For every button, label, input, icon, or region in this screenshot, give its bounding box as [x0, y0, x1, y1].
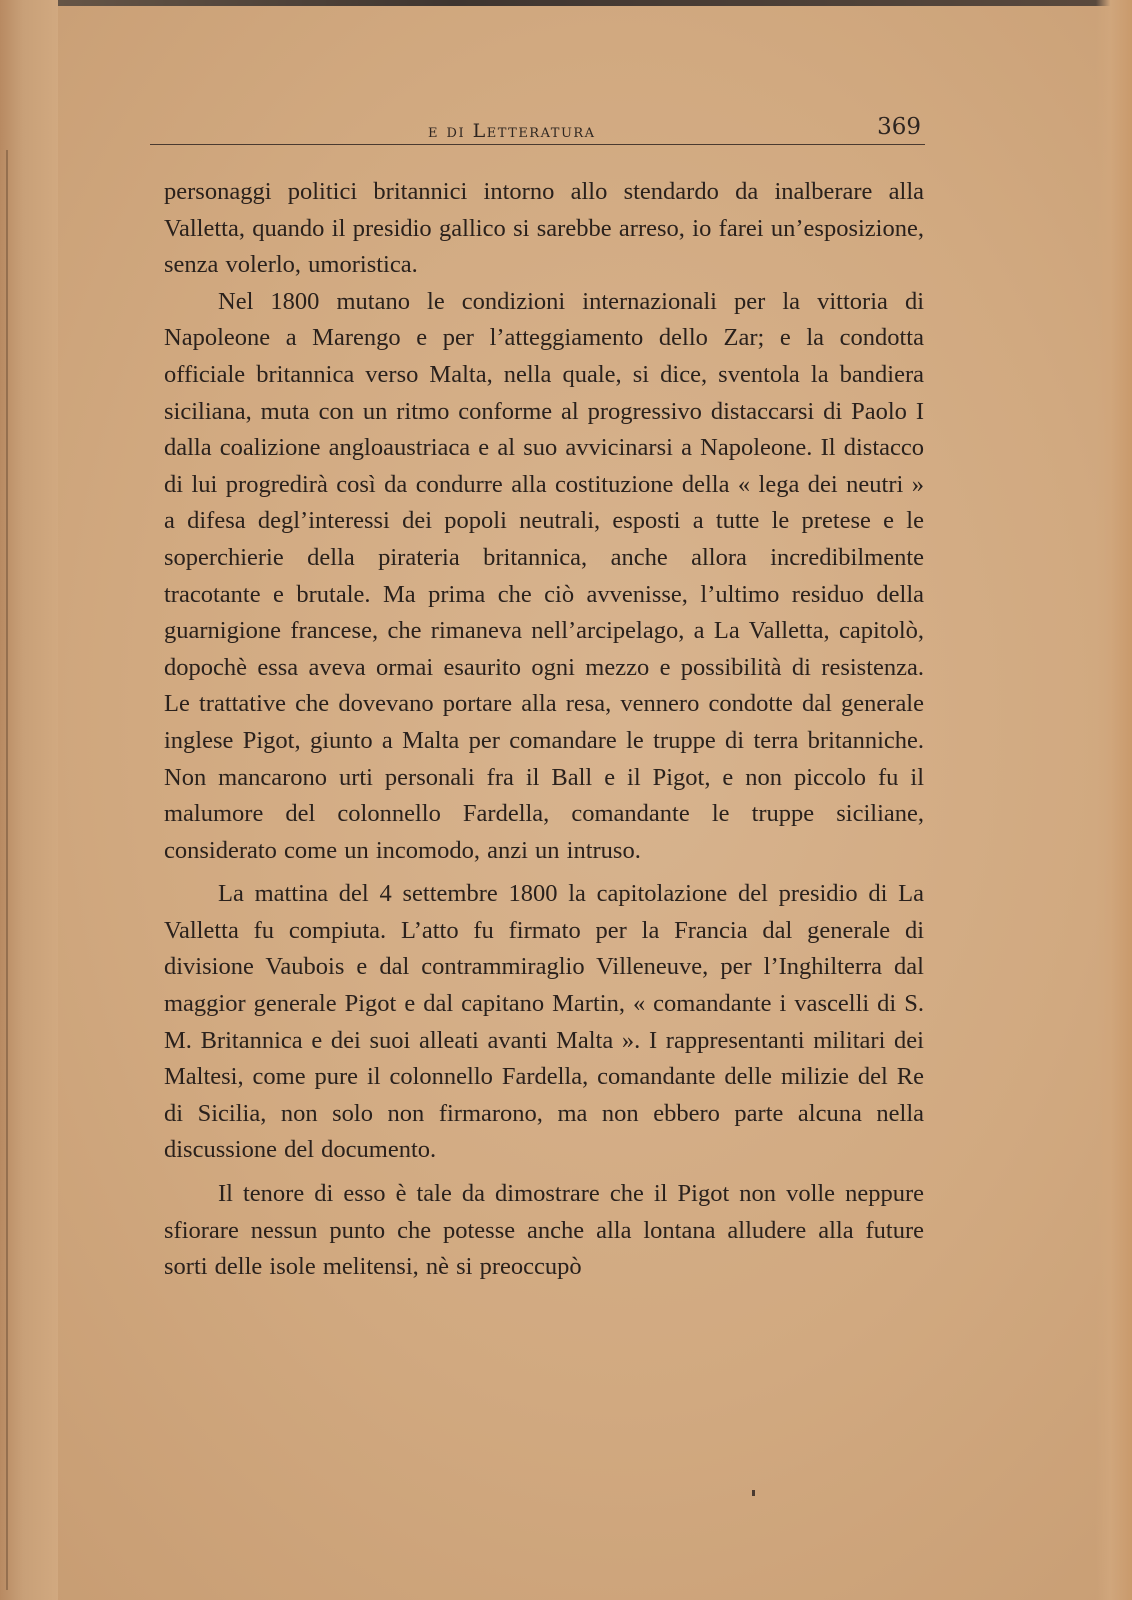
paragraph-1: personaggi politici britannici intorno allo stendardo da inalberare alla Valletta, quando il presidio gallico si sarebbe arreso, io farei un’esposizione, senza volerlo, umoristica. [164, 178, 924, 279]
body-text [164, 174, 924, 1286]
binding-edge-line [6, 150, 8, 1590]
running-head [150, 114, 925, 145]
paragraph-2: Nel 1800 mutano le condizioni internazionali per la vittoria di Napoleone a Marengo e per l’atteggiamento dello Zar; e la condotta officiale britannica verso Malta, nella quale, si dice, sventola la bandiera siciliana, muta con un ritmo conforme al progressivo distaccarsi di Paolo I dalla coalizione angloaustriaca e al suo avvicinarsi a Napoleone. Il distacco di lui progredirà così da condurre alla costituzione della « lega dei neutri » a difesa degl’interessi dei popoli neutrali, esposti a tutte le pretese e le soperchierie della pirateria britannica, anche allora incredibilmente tracotante e brutale. Ma prima che ciò avvenisse, l’ultimo residuo della guarnigione francese, che rimaneva nell’arcipelago, a La Valletta, capitolò, dopochè essa aveva ormai esaurito ogni mezzo e possibilità di resistenza. Le trattative che dovevano portare alla resa, vennero condotte dal generale inglese Pigot, giunto a Malta per comandare le truppe di terra britanniche. Non mancarono urti personali fra il Ball e il Pigot, e non piccolo fu il malumore del colonnello Fardella, comandante le truppe siciliane, considerato come un incomodo, anzi un intruso. [164, 287, 924, 864]
printer-mark [752, 1490, 755, 1496]
paragraph-4: Il tenore di esso è tale da dimostrare che il Pigot non volle neppure sfiorare nessun punto che potesse anche alla lontana alludere alla future sorti delle isole melitensi, nè si preoccupò [164, 1180, 924, 1281]
page-left-margin-shadow [0, 0, 58, 1600]
page-number: 369 [877, 114, 921, 140]
paragraph-3: La mattina del 4 settembre 1800 la capitolazione del presidio di La Valletta fu compiuta. L’atto fu firmato per la Francia dal generale di divisione Vaubois e dal contrammiraglio Villeneuve, per l’Inghilterra dal maggior generale Pigot e dal capitano Martin, « comandante i vascelli di S. M. Britannica e dei suoi alleati avanti Malta ». I rappresentanti militari dei Maltesi, come pure il colonnello Fardella, comandante delle milizie del Re di Sicilia, non solo non firmarono, ma non ebbero parte alcuna nella discussione del documento. [164, 880, 924, 1164]
page-right-edge [1096, 0, 1132, 1600]
scan-top-edge [0, 0, 1132, 6]
running-head-title: e di Letteratura [428, 120, 596, 142]
